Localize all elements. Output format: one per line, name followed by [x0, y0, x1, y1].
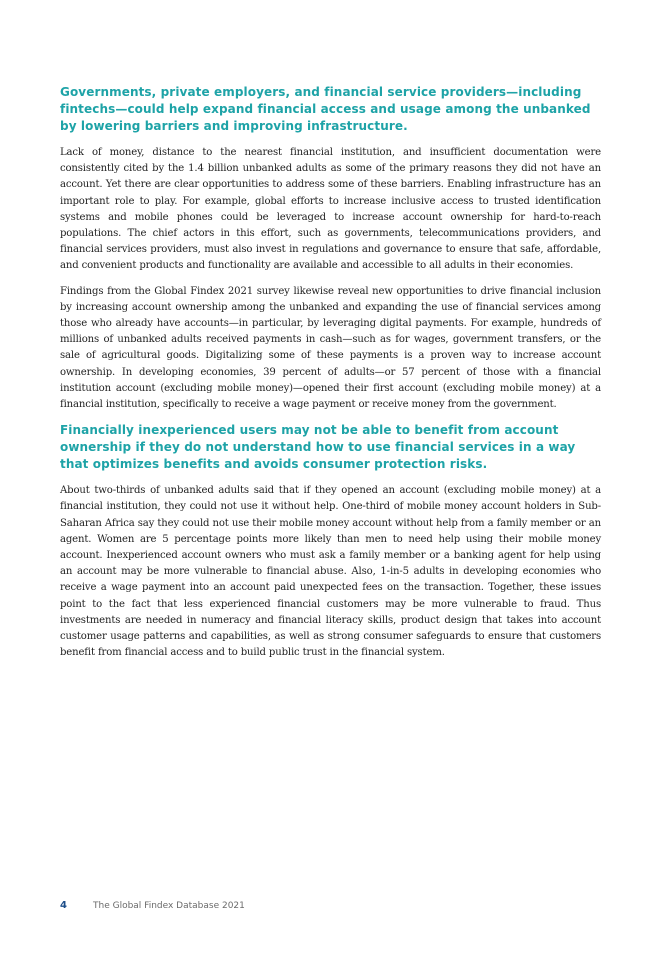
paragraph-findings: Findings from the Global Findex 2021 survey likewise reveal new opportunities to drive financial inclusion by increasing account ownership among the unbanked and expanding the use of financial services among those who already have accounts—in particular, by leveraging digital payments. For example, hundreds of millions of unbanked adults received payments in cash—such as for wages, government transfers, or the sale of agricultural goods. Digitalizing some of these payments is a proven way to increase account ownership. In developing economies, 39 percent of adults—or 57 percent of those with a financial institution account (excluding mobile money)—opened their first account (excluding mobile money) at a financial institution, specifically to receive a wage payment or receive money from the government. — [60, 285, 601, 411]
publication-title: The Global Findex Database 2021 — [93, 901, 245, 911]
section-heading-barriers: Governments, private employers, and financial service providers—including fintechs—could help expand financial access and usage among the unbanked by lowering barriers and improving infrastructure. — [60, 85, 591, 133]
section-heading-inexperienced-users: Financially inexperienced users may not be able to benefit from account ownership if they do not understand how to use financial services in a way that optimizes benefits and avoids consumer protection risks. — [60, 423, 576, 472]
paragraph-barriers: Lack of money, distance to the nearest financial institution, and insufficient documentation were consistently cited by the 1.4 billion unbanked adults as some of the primary reasons they did not have an account. Yet there are clear opportunities to address some of these barriers. Enabling infrastructure has an important role to play. For example, global efforts to increase inclusive access to trusted identification systems and mobile phones could be leveraged to increase account ownership for hard-to-reach populations. The chief actors in this effort, such as governments, telecommunications providers, and financial services providers, must also invest in regulations and governance to ensure that safe, affordable, and convenient products and functionality are available and accessible to all adults in their economies. — [60, 147, 601, 272]
page-number: 4 — [60, 900, 67, 911]
page-footer — [60, 900, 245, 911]
paragraph-inexperienced-users: About two-thirds of unbanked adults said that if they opened an account (excluding mobile money) at a financial institution, they could not use it without help. One-third of mobile money account holders in Sub-Saharan Africa say they could not use their mobile money account without help from a family member or an agent. Women are 5 percentage points more likely than men to need help using their mobile money account. Inexperienced account owners who must ask a family member or a banking agent for help using an account may be more vulnerable to financial abuse. Also, 1-in-5 adults in developing economies who receive a wage payment into an account paid unexpected fees on the transaction. Together, these issues point to the fact that less experienced financial customers may be more vulnerable to fraud. Thus investments are needed in numeracy and financial literacy skills, product design that takes into account customer usage patterns and capabilities, as well as strong consumer safeguards to ensure that customers benefit from financial access and to build public trust in the financial system. — [60, 485, 601, 659]
page-content — [60, 84, 601, 670]
